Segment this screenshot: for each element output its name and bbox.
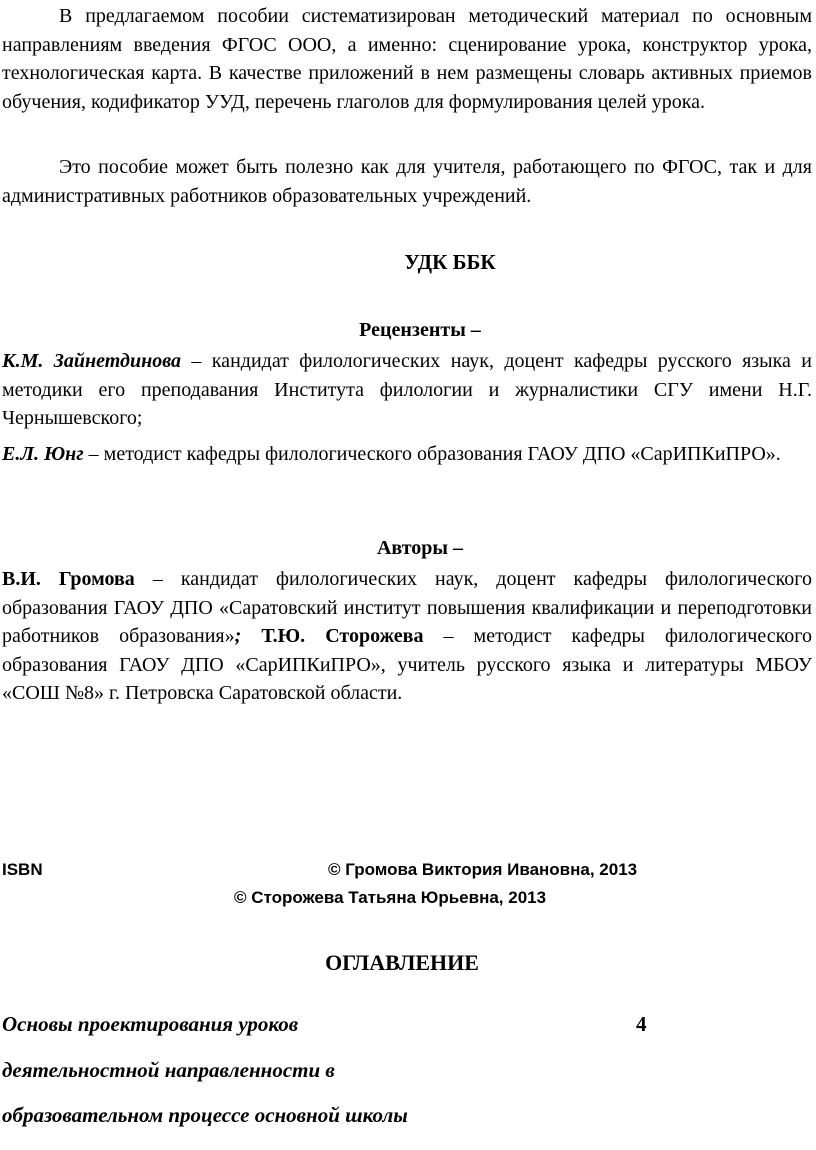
copyright-storozheva: © Сторожева Татьяна Юрьевна, 2013 (234, 888, 547, 907)
author-2-name: Т.Ю. Сторожева (241, 625, 424, 648)
copyright-gromova: © Громова Виктория Ивановна, 2013 (328, 860, 638, 879)
reviewer-1-name: К.М. Зайнетдинова (2, 350, 181, 372)
toc-entry-page-number: 4 (636, 1012, 647, 1036)
isbn-label: ISBN (2, 860, 43, 879)
reviewers-heading: Рецензенты – (359, 319, 481, 341)
toc-entry-line-3: образовательном процессе основной школы (2, 1103, 408, 1127)
author-separator: ; (234, 625, 242, 648)
reviewer-2-name: Е.Л. Юнг (2, 443, 84, 465)
toc-entry-line-2: деятельностной направленности в (2, 1058, 335, 1082)
reviewer-1 (2, 347, 812, 433)
authors-heading: Авторы – (376, 537, 464, 559)
toc-heading: ОГЛАВЛЕНИЕ (325, 950, 479, 975)
reviewer-2-description: – методист кафедры филологического образования ГАОУ ДПО «СарИПКиПРО». (83, 443, 781, 465)
author-1-description: – кандидат филологических наук, доцент кафедры филологического образования ГАОУ ДПО «Саратовский институт повышения квалификации и переподготовки работников образования» (2, 568, 813, 648)
toc-entry-line-1: Основы проектирования уроков (2, 1012, 299, 1036)
author-1-name: В.И. Громова (2, 568, 135, 590)
classification-heading: УДК ББК (404, 250, 496, 274)
intro-paragraph-2: Это пособие может быть полезно как для учителя, работающего по ФГОС, так и для административных работников образовательных учреждений. (2, 156, 812, 207)
reviewer-2 (2, 440, 812, 469)
author-2-description: – методист кафедры филологического образования ГАОУ ДПО «СарИПКиПРО», учитель русского языка и литературы МБОУ «СОШ №8» г. Петровска Саратовской области. (2, 625, 812, 705)
authors-paragraph (2, 565, 812, 708)
reviewer-1-description: – кандидат филологических наук, доцент кафедры русского языка и методики его преподавания Института филологии и журналистики СГУ имени Н.Г. Чернышевского; (2, 350, 813, 430)
intro-paragraph-1: В предлагаемом пособии систематизирован методический материал по основным направлениям введения ФГОС ООО, а именно: сценирование урока, конструктор урока, технологическая карта. В качестве приложений в нем размещены словарь активных приемов обучения, кодификатор УУД, перечень глаголов для формулирования целей урока. (2, 5, 812, 113)
